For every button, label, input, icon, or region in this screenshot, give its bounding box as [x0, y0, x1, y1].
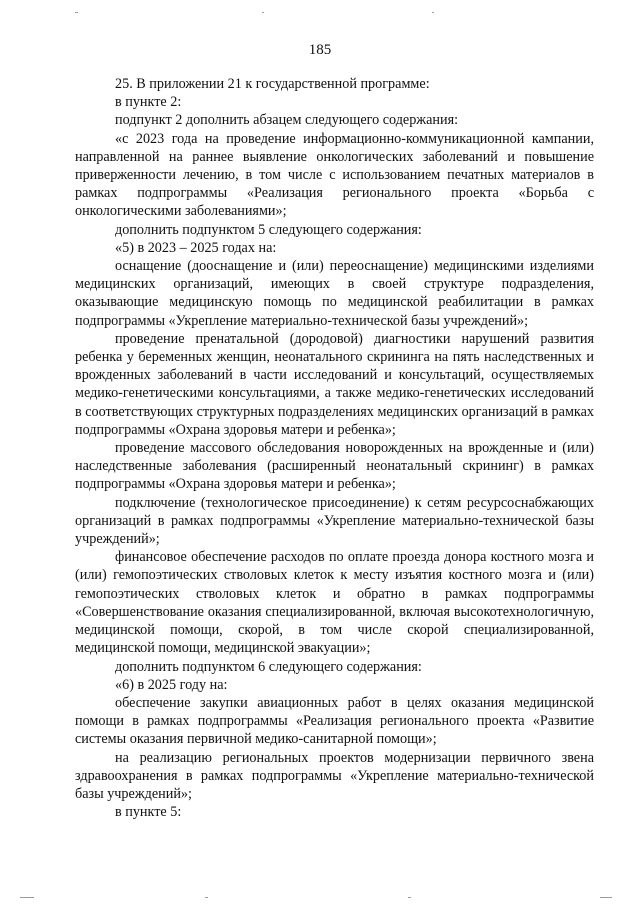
- document-body: [75, 75, 594, 821]
- paragraph: обеспечение закупки авиационных работ в целях оказания медицинской помощи в рамках подпрограммы «Реализация регионального проекта «Развитие системы оказания первичной медико-санитарной помощи»;: [75, 694, 594, 748]
- paragraph: подключение (технологическое присоединение) к сетям ресурсоснабжающих организаций в рамках подпрограммы «Укрепление материально-технической базы учреждений»;: [75, 494, 594, 548]
- scan-mark: [408, 897, 411, 898]
- scan-mark: [20, 897, 34, 898]
- paragraph: «6) в 2025 году на:: [115, 676, 228, 693]
- paragraph: дополнить подпунктом 5 следующего содержания:: [115, 221, 422, 238]
- paragraph: оснащение (дооснащение и (или) переоснащение) медицинскими изделиями медицинских организаций, имеющих в своей структуре подразделения, оказывающие медицинскую помощь по медицинской реабилитации в рамках подпрограммы «Укрепление материально-технической базы учреждений»;: [75, 258, 594, 329]
- scan-mark: [262, 12, 264, 13]
- paragraph: в пункте 5:: [115, 804, 182, 821]
- paragraph: подпункт 2 дополнить абзацем следующего содержания:: [115, 112, 459, 129]
- scan-mark: [600, 897, 612, 898]
- paragraph: «5) в 2023 – 2025 годах на:: [115, 239, 277, 256]
- paragraph: «с 2023 года на проведение информационно-коммуникационной кампании, направленной на раннее выявление онкологических заболеваний и повышение приверженности лечению, в том числе с использованием печатных материалов в рамках подпрограммы «Реализация регионального проекта «Борьба с онкологическими заболеваниями»;: [75, 130, 594, 220]
- scan-mark: [205, 897, 208, 898]
- scan-mark: [75, 12, 78, 13]
- paragraph: дополнить подпунктом 6 следующего содержания:: [115, 658, 422, 675]
- paragraph: в пункте 2:: [115, 94, 182, 111]
- scan-mark: [432, 12, 434, 13]
- page-number: 185: [308, 42, 332, 58]
- paragraph: финансовое обеспечение расходов по оплате проезда донора костного мозга и (или) гемопоэтических стволовых клеток к месту изъятия костного мозга и (или) гемопоэтических стволовых клеток и обратно в рамках подпрограммы «Совершенствование оказания специализированной, включая высокотехнологичную, медицинской помощи, скорой, в том числе скорой специализированной, медицинской помощи, медицинской эвакуации»;: [75, 549, 594, 657]
- paragraph: проведение пренатальной (дородовой) диагностики нарушений развития ребенка у беременных женщин, неонатального скрининга на пять наследственных и врожденных заболеваний в части исследований и консультаций, осуществляемых медико-генетическими консультациями, а также медико-генетических исследований в соответствующих структурных подразделениях медицинских организаций в рамках подпрограммы «Охрана здоровья матери и ребенка»;: [75, 330, 594, 438]
- paragraph: 25. В приложении 21 к государственной программе:: [115, 76, 430, 92]
- paragraph: проведение массового обследования новорожденных на врожденные и (или) наследственные заболевания (расширенный неонатальный скрининг) в рамках подпрограммы «Охрана здоровья матери и ребенка»;: [75, 440, 594, 493]
- paragraph: на реализацию региональных проектов модернизации первичного звена здравоохранения в рамках подпрограммы «Укрепление материально-технической базы учреждений»;: [75, 749, 594, 802]
